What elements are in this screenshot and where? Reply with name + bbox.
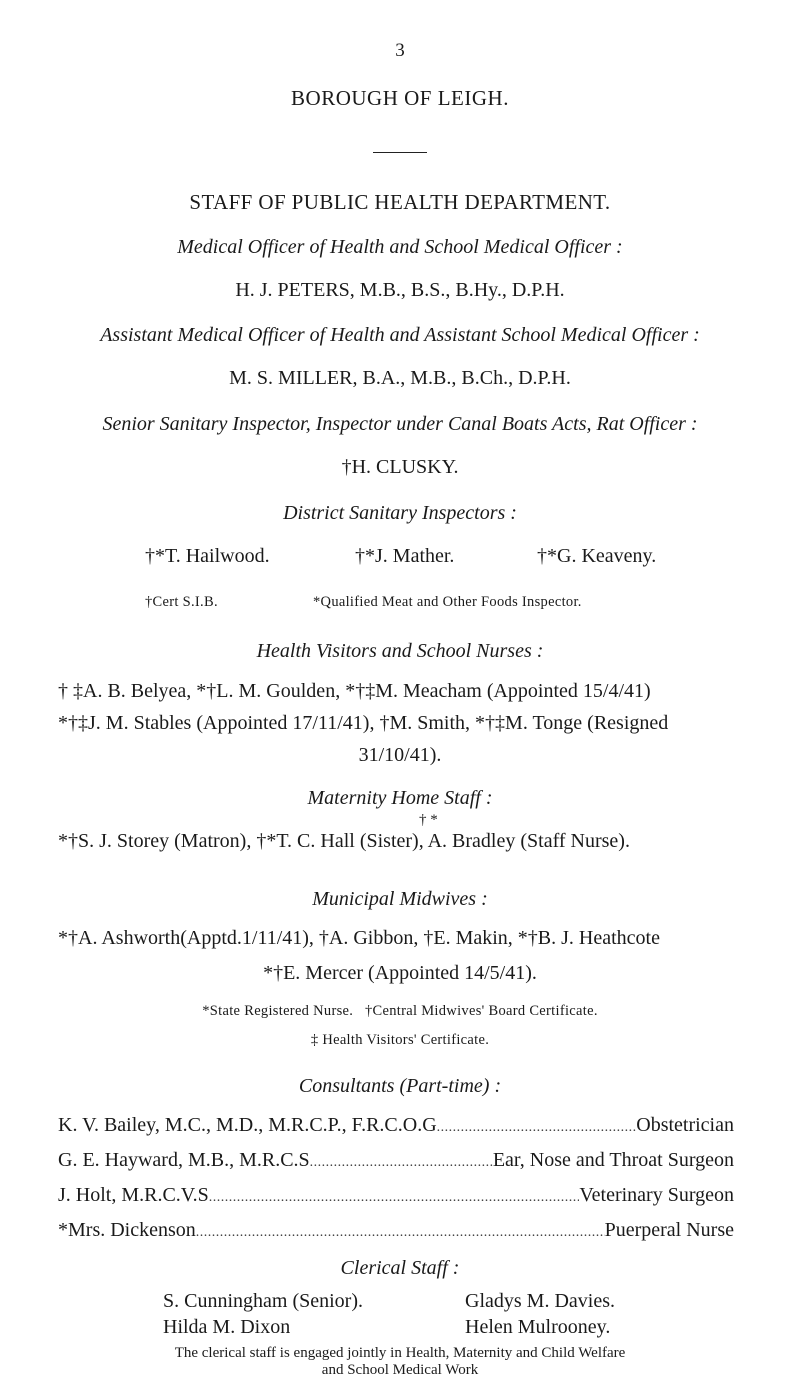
clerical-note: and School Medical Work: [321, 1362, 479, 1378]
consultant-row: [58, 1149, 734, 1172]
moh-role: Medical Officer of Health and School Medical Officer :: [177, 236, 623, 258]
clerical-role: Clerical Staff :: [340, 1257, 460, 1279]
consultant-row: [58, 1114, 734, 1137]
hv-line: 31/10/41).: [358, 744, 442, 766]
handwritten-mark: † *: [419, 812, 438, 828]
consultant-row: [58, 1184, 734, 1207]
dsi-name: †*G. Keaveny.: [537, 545, 657, 567]
consultant-role: Veterinary Surgeon: [579, 1184, 734, 1206]
page-number: 3: [395, 40, 405, 61]
dsi-note: *Qualified Meat and Other Foods Inspector.: [313, 594, 582, 610]
clerical-name: Hilda M. Dixon: [163, 1316, 291, 1338]
midwives-note: *State Registered Nurse. †Central Midwives' Board Certificate.: [202, 1003, 598, 1019]
hv-role: Health Visitors and School Nurses :: [256, 640, 544, 662]
amoh-role: Assistant Medical Officer of Health and Assistant School Medical Officer :: [100, 324, 700, 346]
consultants-role: Consultants (Part-time) :: [298, 1075, 502, 1097]
amoh-name: M. S. MILLER, B.A., M.B., B.Ch., D.P.H.: [229, 367, 571, 389]
consultant-row: [58, 1219, 734, 1242]
dsi-name: †*T. Hailwood.: [145, 545, 270, 567]
clerical-name: Gladys M. Davies.: [465, 1290, 615, 1312]
consultant-role: Obstetrician: [636, 1114, 734, 1136]
midwives-note: ‡ Health Visitors' Certificate.: [310, 1032, 490, 1048]
clerical-name: S. Cunningham (Senior).: [163, 1290, 363, 1312]
midwives-line: *†A. Ashworth(Apptd.1/11/41), †A. Gibbon, †E. Makin, *†B. J. Heathcote: [58, 927, 660, 949]
dsi-name: †*J. Mather.: [355, 545, 455, 567]
hv-line: † ‡A. B. Belyea, *†L. M. Goulden, *†‡M. Meacham (Appointed 15/4/41): [58, 680, 651, 702]
hv-line: *†‡J. M. Stables (Appointed 17/11/41), †M. Smith, *†‡M. Tonge (Resigned: [58, 712, 669, 734]
section-heading: STAFF OF PUBLIC HEALTH DEPARTMENT.: [189, 190, 611, 214]
midwives-line: *†E. Mercer (Appointed 14/5/41).: [263, 962, 537, 984]
consultant-name: *Mrs. Dickenson: [58, 1219, 196, 1241]
maternity-role: Maternity Home Staff :: [307, 787, 493, 809]
dsi-note: †Cert S.I.B.: [145, 594, 218, 610]
consultant-name: K. V. Bailey, M.C., M.D., M.R.C.P., F.R.C.O.G: [58, 1114, 437, 1136]
dsi-role: District Sanitary Inspectors :: [283, 502, 517, 524]
page-heading: BOROUGH OF LEIGH.: [291, 86, 509, 110]
ssi-role: Senior Sanitary Inspector, Inspector under Canal Boats Acts, Rat Officer :: [102, 413, 698, 435]
consultant-name: J. Holt, M.R.C.V.S: [58, 1184, 209, 1206]
consultant-name: G. E. Hayward, M.B., M.R.C.S: [58, 1149, 310, 1171]
maternity-line: *†S. J. Storey (Matron), †*T. C. Hall (Sister), A. Bradley (Staff Nurse).: [58, 830, 630, 852]
ssi-name: †H. CLUSKY.: [341, 456, 459, 478]
consultant-role: Puerperal Nurse: [604, 1219, 734, 1241]
clerical-note: The clerical staff is engaged jointly in Health, Maternity and Child Welfare: [174, 1345, 626, 1361]
midwives-role: Municipal Midwives :: [312, 888, 488, 910]
consultant-role: Ear, Nose and Throat Surgeon: [492, 1149, 734, 1171]
clerical-name: Helen Mulrooney.: [465, 1316, 611, 1338]
moh-name: H. J. PETERS, M.B., B.S., B.Hy., D.P.H.: [235, 279, 565, 301]
divider: [373, 152, 427, 153]
